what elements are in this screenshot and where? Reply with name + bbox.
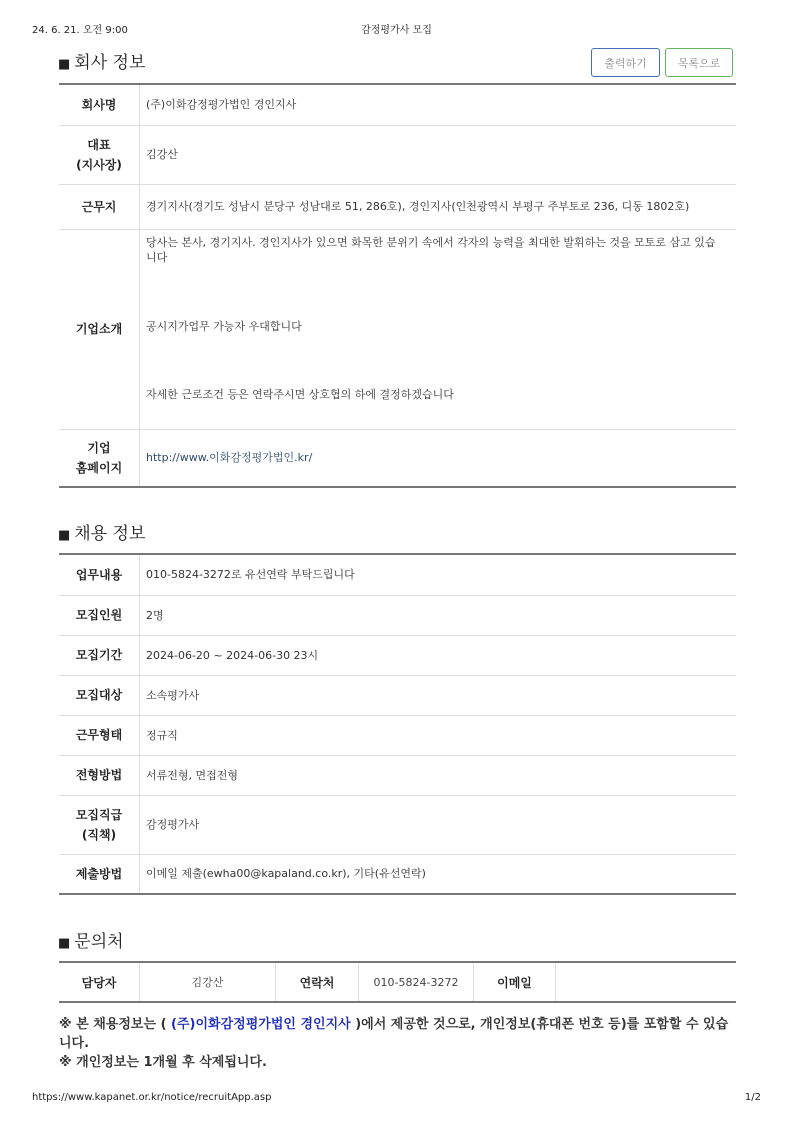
row-label: 모집기간 xyxy=(59,635,140,675)
recruit-row xyxy=(59,755,736,795)
recruit-row xyxy=(59,635,736,675)
company-row xyxy=(59,84,736,125)
phone-label: 연락처 xyxy=(276,962,359,1002)
row-label: 기업 홈페이지 xyxy=(59,429,140,487)
manager-label: 담당자 xyxy=(59,962,140,1002)
row-label: 전형방법 xyxy=(59,755,140,795)
row-value: 서류전형, 면접전형 xyxy=(140,755,737,795)
company-intro-value xyxy=(140,229,737,429)
row-label: 모집인원 xyxy=(59,595,140,635)
company-section-title: ■ 회사 정보 xyxy=(58,53,146,73)
square-bullet-icon: ■ xyxy=(58,528,71,543)
intro-paragraph: 자세한 근로조건 등은 연락주시면 상호협의 하에 결정하겠습니다 xyxy=(146,387,454,401)
row-label: 기업소개 xyxy=(59,229,140,429)
recruit-row xyxy=(59,715,736,755)
contact-section-title: ■ 문의처 xyxy=(58,932,124,952)
recruit-row xyxy=(59,554,736,595)
email-value xyxy=(556,962,737,1002)
recruit-info-table xyxy=(59,553,736,895)
recruit-row xyxy=(59,854,736,894)
notice-delete-line: ※ 개인정보는 1개월 후 삭제됩니다. xyxy=(59,1055,267,1070)
row-value: 감정평가사 xyxy=(140,795,737,854)
row-value: 이메일 제출(ewha00@kapaland.co.kr), 기타(유선연락) xyxy=(146,867,426,881)
intro-paragraph: 당사는 본사, 경기지사. 경인지사가 있으면 화목한 분위기 속에서 각자의 능력을 최대한 발휘하는 것을 모토로 삼고 있습니다 xyxy=(146,235,716,264)
print-date: 24. 6. 21. 오전 9:00 xyxy=(32,25,128,36)
row-label: 모집대상 xyxy=(59,675,140,715)
row-value: 정규직 xyxy=(140,715,737,755)
row-label: 근무형태 xyxy=(59,715,140,755)
contact-table xyxy=(59,961,736,1003)
square-bullet-icon: ■ xyxy=(58,57,71,72)
homepage-link[interactable]: http://www.이화감정평가법인.kr/ xyxy=(146,451,313,465)
row-value: 소속평가사 xyxy=(140,675,737,715)
email-label: 이메일 xyxy=(474,962,556,1002)
print-title: 감정평가사 모집 xyxy=(361,25,432,36)
company-row xyxy=(59,184,736,229)
page-number: 1/2 xyxy=(744,1092,761,1103)
recruit-row xyxy=(59,595,736,635)
row-value: 010-5824-3272로 유선연락 부탁드립니다 xyxy=(140,554,737,595)
phone-value: 010-5824-3272 xyxy=(359,962,474,1002)
row-label: 업무내용 xyxy=(59,554,140,595)
workplace-value: 경기지사(경기도 성남시 분당구 성남대로 51, 286호), 경인지사(인천광역시 부평구 주부토로 236, 디동 1802호) xyxy=(140,184,737,229)
notice-company-name: (주)이화감정평가법인 경인지사 xyxy=(171,1017,351,1032)
row-label: 회사명 xyxy=(59,84,140,125)
intro-paragraph: 공시지가업무 가능자 우대합니다 xyxy=(146,319,302,333)
list-button[interactable]: 목록으로 xyxy=(665,48,733,77)
row-label: 대표 (지사장) xyxy=(59,125,140,184)
square-bullet-icon: ■ xyxy=(58,936,71,951)
row-value: 2024-06-20 ~ 2024-06-30 23시 xyxy=(140,635,737,675)
print-button[interactable]: 출력하기 xyxy=(591,48,660,77)
row-label: 제출방법 xyxy=(59,854,140,894)
privacy-notice: ※ 본 채용정보는 ( (주)이화감정평가법인 경인지사 )에서 제공한 것으로, 개인정보(휴대폰 번호 등)를 포함할 수 있습니다. ※ 개인정보는 1개월 후 삭제됩니다. xyxy=(59,1015,739,1072)
company-name-value: (주)이화감정평가법인 경인지사 xyxy=(140,84,737,125)
row-label: 모집직급 (직책) xyxy=(59,795,140,854)
recruit-row xyxy=(59,795,736,854)
recruit-row xyxy=(59,675,736,715)
manager-value: 김강산 xyxy=(140,962,276,1002)
row-label: 근무지 xyxy=(59,184,140,229)
company-info-table xyxy=(59,83,736,488)
company-row xyxy=(59,125,736,184)
recruit-section-title: ■ 채용 정보 xyxy=(58,524,146,544)
representative-value: 김강산 xyxy=(140,125,737,184)
company-row xyxy=(59,229,736,429)
company-row xyxy=(59,429,736,487)
print-url: https://www.kapanet.or.kr/notice/recruitApp.asp xyxy=(32,1092,272,1103)
row-value: 2명 xyxy=(140,595,737,635)
